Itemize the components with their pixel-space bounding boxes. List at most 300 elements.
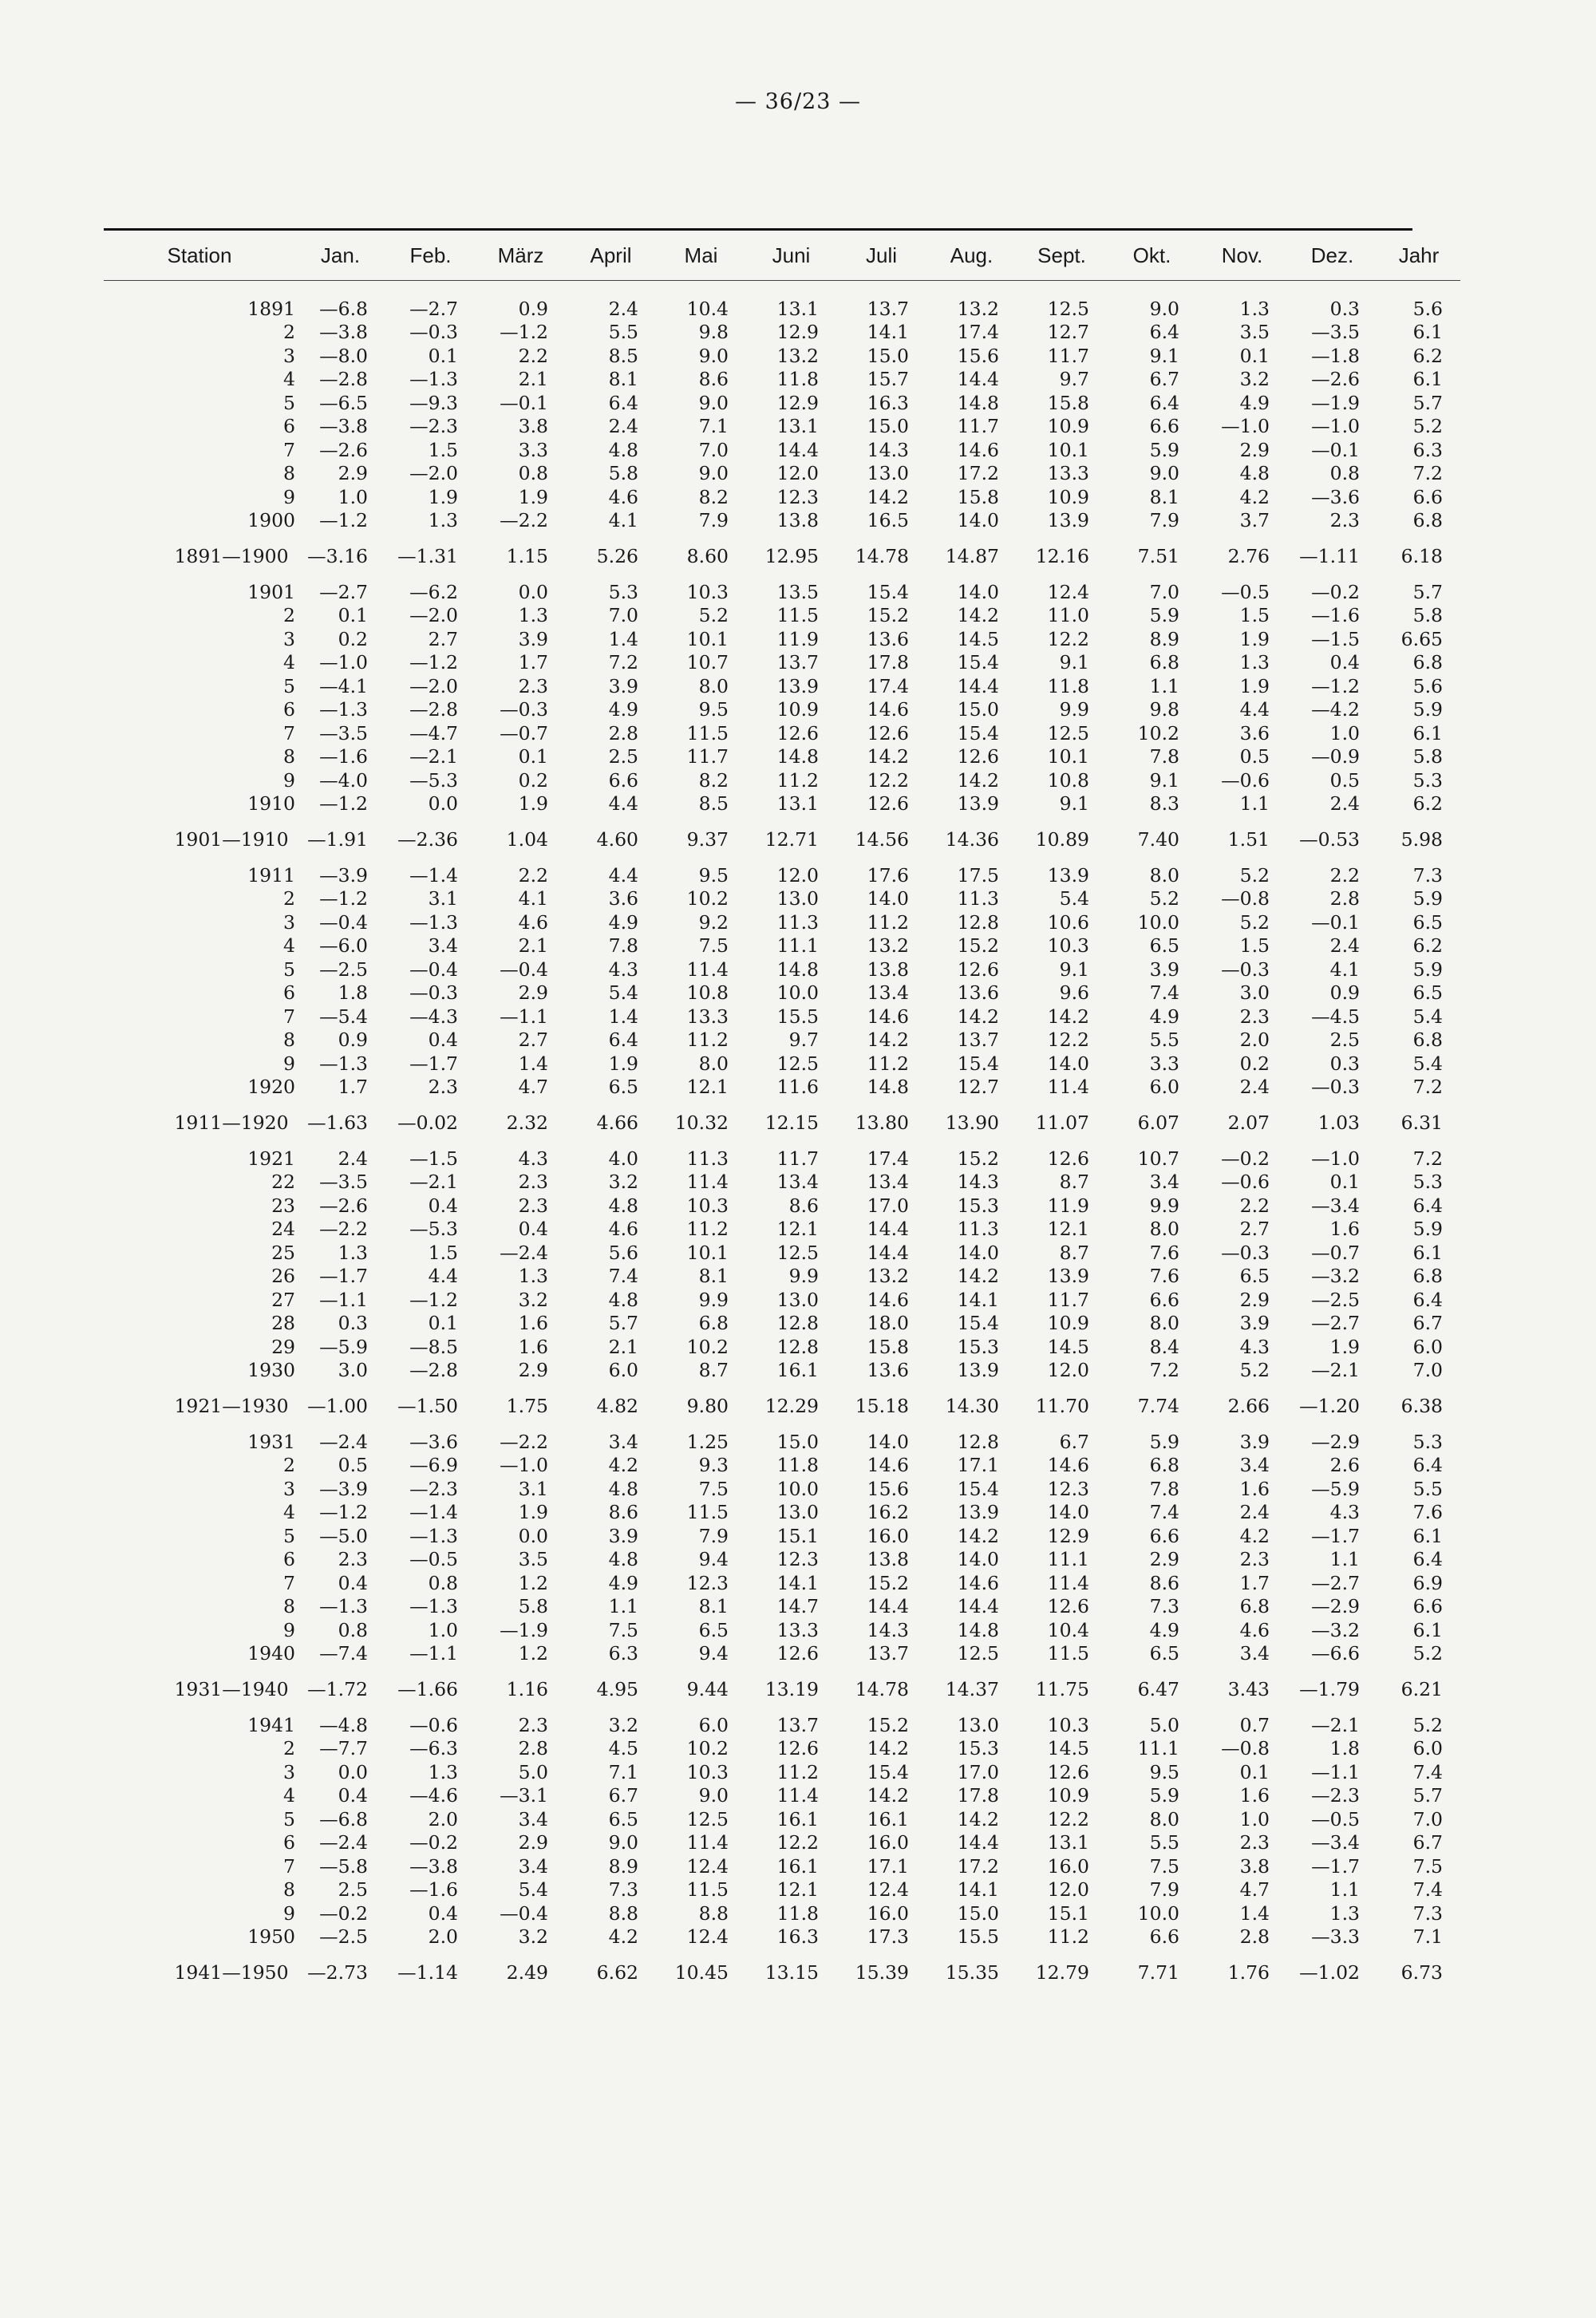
monthly-value-cell: 13.7: [776, 651, 819, 674]
annual-value-cell: 6.8: [1412, 1265, 1443, 1288]
monthly-value-cell: 1.9: [1329, 1335, 1360, 1358]
monthly-value-cell: —2.36: [397, 828, 458, 851]
monthly-value-cell: 11.7: [957, 415, 999, 438]
annual-value-cell: 5.8: [1412, 604, 1443, 627]
monthly-value-cell: —9.3: [409, 391, 458, 414]
monthly-value-cell: 15.0: [867, 415, 909, 438]
monthly-value-cell: 14.5: [1047, 1737, 1089, 1760]
monthly-value-cell: 1.1: [1329, 1878, 1360, 1901]
monthly-value-cell: 4.9: [608, 910, 638, 934]
monthly-value-cell: 15.6: [957, 344, 999, 367]
monthly-value-cell: —2.7: [1311, 1312, 1360, 1335]
monthly-value-cell: 9.3: [698, 1454, 729, 1477]
monthly-value-cell: 6.3: [608, 1642, 638, 1665]
monthly-value-cell: 8.8: [698, 1901, 729, 1925]
monthly-value-cell: 8.1: [698, 1265, 729, 1288]
monthly-value-cell: 4.82: [596, 1395, 638, 1417]
monthly-value-cell: 13.8: [867, 1548, 909, 1571]
monthly-value-cell: 8.6: [1149, 1571, 1179, 1594]
monthly-value-cell: 12.5: [686, 1807, 729, 1830]
monthly-value-cell: 16.5: [867, 509, 909, 532]
year-row: [104, 1218, 1460, 1242]
monthly-value-cell: —1.7: [1311, 1854, 1360, 1878]
monthly-value-cell: —2.1: [1311, 1359, 1360, 1382]
monthly-value-cell: —0.5: [1311, 1807, 1360, 1830]
monthly-value-cell: 12.8: [957, 910, 999, 934]
monthly-value-cell: 1.9: [1239, 674, 1270, 697]
monthly-value-cell: 11.8: [1047, 674, 1089, 697]
year-row: [104, 1265, 1460, 1289]
monthly-value-cell: 2.9: [338, 462, 368, 485]
monthly-value-cell: 9.1: [1059, 651, 1089, 674]
monthly-value-cell: 11.5: [1047, 1642, 1089, 1665]
monthly-value-cell: 6.47: [1137, 1678, 1179, 1700]
monthly-value-cell: 17.5: [957, 863, 999, 887]
monthly-value-cell: 8.0: [1149, 863, 1179, 887]
monthly-value-cell: 7.40: [1137, 828, 1179, 851]
station-text: 24: [271, 1218, 295, 1241]
monthly-value-cell: —2.6: [319, 438, 368, 461]
annual-value-cell: 6.73: [1400, 1961, 1443, 1984]
monthly-value-cell: 14.2: [957, 768, 999, 792]
spacer-row: [104, 1702, 1460, 1713]
monthly-value-cell: 6.5: [1149, 1642, 1179, 1665]
monthly-value-cell: 13.7: [867, 297, 909, 320]
year-label: [104, 792, 295, 816]
year-label: [104, 1807, 295, 1831]
monthly-value-cell: 14.7: [776, 1595, 819, 1618]
monthly-value-cell: 14.2: [957, 1524, 999, 1547]
monthly-value-cell: 8.0: [1149, 1807, 1179, 1830]
monthly-value-cell: 1.16: [506, 1678, 548, 1700]
monthly-value-cell: 1.6: [518, 1312, 548, 1335]
decade-average-row: [104, 827, 1460, 852]
monthly-value-cell: 11.3: [776, 910, 819, 934]
monthly-value-cell: 15.4: [867, 580, 909, 603]
monthly-value-cell: 9.1: [1059, 958, 1089, 981]
monthly-value-cell: —6.5: [319, 391, 368, 414]
monthly-value-cell: 2.4: [338, 1147, 368, 1170]
year-label: [104, 651, 295, 675]
monthly-value-cell: 1.03: [1317, 1112, 1360, 1134]
monthly-value-cell: 1.7: [338, 1076, 368, 1099]
monthly-value-cell: 12.1: [1047, 1218, 1089, 1241]
annual-value-cell: 6.38: [1400, 1395, 1443, 1417]
monthly-value-cell: 17.1: [867, 1854, 909, 1878]
monthly-value-cell: 2.3: [518, 674, 548, 697]
monthly-value-cell: —4.6: [409, 1784, 458, 1807]
year-label: [104, 1076, 295, 1100]
annual-value-cell: 6.8: [1412, 1029, 1443, 1052]
year-label: [104, 580, 295, 604]
monthly-value-cell: 8.0: [1149, 1218, 1179, 1241]
monthly-value-cell: 14.2: [867, 1737, 909, 1760]
annual-value-cell: 6.3: [1412, 438, 1443, 461]
year-label: [104, 1430, 295, 1454]
year-row: [104, 792, 1460, 816]
monthly-value-cell: 17.4: [867, 1147, 909, 1170]
monthly-value-cell: 12.9: [776, 321, 819, 344]
monthly-value-cell: —1.7: [1311, 1524, 1360, 1547]
monthly-value-cell: 12.6: [1047, 1595, 1089, 1618]
monthly-value-cell: 2.07: [1227, 1112, 1270, 1134]
monthly-value-cell: 14.8: [776, 745, 819, 768]
monthly-value-cell: 5.4: [518, 1878, 548, 1901]
monthly-value-cell: 3.9: [608, 1524, 638, 1547]
station-text: 2: [283, 1454, 295, 1477]
monthly-value-cell: —1.4: [409, 1501, 458, 1524]
monthly-value-cell: 6.5: [698, 1618, 729, 1641]
monthly-value-cell: 11.07: [1035, 1112, 1089, 1134]
monthly-value-cell: —1.5: [1311, 627, 1360, 650]
monthly-value-cell: 2.4: [1329, 934, 1360, 958]
monthly-value-cell: 1.9: [1239, 627, 1270, 650]
monthly-value-cell: 9.9: [698, 1288, 729, 1311]
monthly-value-cell: 9.1: [1149, 768, 1179, 792]
monthly-value-cell: 4.1: [1329, 958, 1360, 981]
monthly-value-cell: —7.4: [319, 1642, 368, 1665]
monthly-value-cell: —1.2: [1311, 674, 1360, 697]
station-text: 5: [283, 391, 295, 414]
monthly-value-cell: 1.5: [428, 1241, 458, 1264]
monthly-value-cell: 6.6: [1149, 1524, 1179, 1547]
monthly-value-cell: —6.9: [409, 1454, 458, 1477]
monthly-value-cell: 9.5: [1149, 1760, 1179, 1783]
station-text: 1891: [247, 297, 295, 320]
year-row: [104, 368, 1460, 392]
decade-average-row: [104, 1110, 1460, 1135]
monthly-value-cell: —0.3: [500, 698, 548, 721]
monthly-value-cell: 14.6: [957, 438, 999, 461]
monthly-value-cell: 17.0: [957, 1760, 999, 1783]
monthly-value-cell: 11.9: [776, 627, 819, 650]
year-label: [104, 485, 295, 509]
monthly-value-cell: —1.9: [500, 1618, 548, 1641]
station-text: 8: [283, 1595, 295, 1618]
monthly-value-cell: 14.6: [867, 1454, 909, 1477]
monthly-value-cell: 15.18: [855, 1395, 909, 1417]
monthly-value-cell: 4.2: [608, 1454, 638, 1477]
monthly-value-cell: 4.9: [1149, 1005, 1179, 1028]
monthly-value-cell: 13.0: [776, 887, 819, 910]
year-label: [104, 674, 295, 698]
year-row: [104, 1737, 1460, 1761]
station-text: 1941: [247, 1713, 295, 1736]
monthly-value-cell: 5.5: [1149, 1029, 1179, 1052]
monthly-value-cell: 7.4: [608, 1265, 638, 1288]
monthly-value-cell: 4.6: [608, 1218, 638, 1241]
monthly-value-cell: 6.7: [608, 1784, 638, 1807]
monthly-value-cell: 4.8: [1239, 462, 1270, 485]
monthly-value-cell: 7.2: [608, 651, 638, 674]
monthly-value-cell: 9.1: [1149, 344, 1179, 367]
monthly-value-cell: —3.4: [1311, 1194, 1360, 1217]
monthly-value-cell: —3.8: [319, 415, 368, 438]
annual-value-cell: 5.7: [1412, 580, 1443, 603]
monthly-value-cell: —2.8: [319, 368, 368, 391]
spacer-row: [104, 1949, 1460, 1960]
monthly-value-cell: 7.5: [698, 1477, 729, 1500]
monthly-value-cell: 1.9: [518, 1501, 548, 1524]
monthly-value-cell: —1.6: [409, 1878, 458, 1901]
monthly-value-cell: —5.0: [319, 1524, 368, 1547]
monthly-value-cell: 11.2: [776, 1760, 819, 1783]
monthly-value-cell: 10.7: [686, 651, 729, 674]
year-label: [104, 297, 295, 321]
monthly-value-cell: 16.1: [776, 1854, 819, 1878]
monthly-value-cell: 2.3: [1239, 1831, 1270, 1854]
monthly-value-cell: 11.8: [776, 1901, 819, 1925]
station-text: 1911: [247, 863, 295, 887]
annual-value-cell: 7.1: [1412, 1925, 1443, 1949]
monthly-value-cell: —3.9: [319, 1477, 368, 1500]
monthly-value-cell: 14.87: [945, 545, 999, 567]
monthly-value-cell: 2.7: [428, 627, 458, 650]
monthly-value-cell: 1.9: [428, 485, 458, 508]
monthly-value-cell: —1.3: [319, 698, 368, 721]
year-label: [104, 344, 295, 368]
year-label: [104, 1854, 295, 1878]
year-row: [104, 1241, 1460, 1265]
monthly-value-cell: 7.5: [698, 934, 729, 958]
monthly-value-cell: 14.37: [945, 1678, 999, 1700]
monthly-value-cell: 2.5: [338, 1878, 368, 1901]
monthly-value-cell: —2.4: [319, 1430, 368, 1453]
monthly-value-cell: 11.5: [686, 1501, 729, 1524]
monthly-value-cell: 2.3: [518, 1171, 548, 1194]
monthly-value-cell: 14.1: [867, 321, 909, 344]
year-row: [104, 651, 1460, 675]
monthly-value-cell: —6.8: [319, 297, 368, 320]
monthly-value-cell: 12.15: [764, 1112, 819, 1134]
monthly-value-cell: 4.8: [608, 1194, 638, 1217]
monthly-value-cell: 0.0: [338, 1760, 368, 1783]
station-text: 1910: [247, 792, 295, 815]
monthly-value-cell: 4.2: [608, 1925, 638, 1949]
monthly-value-cell: —0.4: [500, 958, 548, 981]
monthly-value-cell: 1.7: [1239, 1571, 1270, 1594]
monthly-value-cell: 9.9: [1149, 1194, 1179, 1217]
monthly-value-cell: —1.11: [1299, 545, 1360, 567]
year-row: [104, 485, 1460, 509]
monthly-value-cell: 14.4: [957, 1595, 999, 1618]
monthly-value-cell: 17.2: [957, 462, 999, 485]
monthly-value-cell: 10.3: [686, 1194, 729, 1217]
monthly-value-cell: —4.3: [409, 1005, 458, 1028]
year-row: [104, 887, 1460, 911]
year-row: [104, 768, 1460, 792]
monthly-value-cell: 9.0: [698, 1784, 729, 1807]
annual-value-cell: 7.4: [1412, 1878, 1443, 1901]
monthly-value-cell: 1.8: [338, 981, 368, 1005]
station-text: 4: [283, 368, 295, 391]
annual-value-cell: 5.98: [1400, 828, 1443, 851]
monthly-value-cell: 0.8: [518, 462, 548, 485]
monthly-value-cell: 0.9: [1329, 981, 1360, 1005]
monthly-value-cell: —1.2: [409, 651, 458, 674]
monthly-value-cell: 1.76: [1227, 1961, 1270, 1984]
year-row: [104, 698, 1460, 722]
monthly-value-cell: 2.3: [1239, 1548, 1270, 1571]
year-row: [104, 1784, 1460, 1808]
monthly-value-cell: 1.6: [1239, 1784, 1270, 1807]
monthly-value-cell: 12.4: [686, 1854, 729, 1878]
monthly-value-cell: 7.51: [1137, 545, 1179, 567]
year-row: [104, 1335, 1460, 1359]
monthly-value-cell: —1.3: [409, 910, 458, 934]
monthly-value-cell: 2.8: [1329, 887, 1360, 910]
monthly-value-cell: 5.0: [518, 1760, 548, 1783]
monthly-value-cell: 0.1: [338, 604, 368, 627]
monthly-value-cell: 5.9: [1149, 438, 1179, 461]
monthly-value-cell: 1.3: [1239, 297, 1270, 320]
annual-value-cell: 5.8: [1412, 745, 1443, 768]
monthly-value-cell: 11.6: [776, 1076, 819, 1099]
monthly-value-cell: —4.2: [1311, 698, 1360, 721]
monthly-value-cell: 10.1: [1047, 438, 1089, 461]
monthly-value-cell: —0.3: [409, 981, 458, 1005]
monthly-value-cell: 4.1: [608, 509, 638, 532]
monthly-value-cell: 7.0: [608, 604, 638, 627]
year-label: [104, 1454, 295, 1478]
monthly-value-cell: 4.6: [608, 485, 638, 508]
monthly-value-cell: 8.1: [608, 368, 638, 391]
monthly-value-cell: 0.2: [518, 768, 548, 792]
monthly-value-cell: 1.15: [506, 545, 548, 567]
monthly-value-cell: —0.8: [1221, 887, 1270, 910]
annual-value-cell: 7.4: [1412, 1760, 1443, 1783]
monthly-value-cell: —0.4: [500, 1901, 548, 1925]
monthly-value-cell: 8.60: [686, 545, 729, 567]
station-text: 1911—1920: [174, 1112, 289, 1134]
monthly-value-cell: 14.5: [957, 627, 999, 650]
monthly-value-cell: 10.9: [776, 698, 819, 721]
monthly-value-cell: 0.0: [518, 1524, 548, 1547]
monthly-value-cell: —0.6: [409, 1713, 458, 1736]
monthly-value-cell: 10.9: [1047, 415, 1089, 438]
monthly-value-cell: —1.1: [319, 1288, 368, 1311]
monthly-value-cell: 12.3: [686, 1571, 729, 1594]
annual-value-cell: 5.4: [1412, 1052, 1443, 1075]
year-row: [104, 1807, 1460, 1831]
monthly-value-cell: 15.0: [867, 344, 909, 367]
monthly-value-cell: 10.3: [686, 1760, 729, 1783]
monthly-value-cell: 4.9: [608, 698, 638, 721]
monthly-value-cell: 9.0: [608, 1831, 638, 1854]
monthly-value-cell: 9.4: [698, 1548, 729, 1571]
year-row: [104, 674, 1460, 698]
monthly-value-cell: 12.6: [957, 958, 999, 981]
monthly-value-cell: 14.0: [957, 1241, 999, 1264]
station-text: 7: [283, 721, 295, 744]
monthly-value-cell: 1.8: [1329, 1737, 1360, 1760]
monthly-value-cell: 9.44: [686, 1678, 729, 1700]
monthly-value-cell: 2.5: [608, 745, 638, 768]
monthly-value-cell: 0.8: [1329, 462, 1360, 485]
decade-average-row: [104, 1676, 1460, 1702]
monthly-value-cell: 4.8: [608, 438, 638, 461]
monthly-value-cell: —4.0: [319, 768, 368, 792]
year-row: [104, 344, 1460, 368]
year-row: [104, 627, 1460, 651]
monthly-value-cell: 2.1: [518, 368, 548, 391]
monthly-value-cell: 5.2: [698, 604, 729, 627]
monthly-value-cell: 9.9: [1059, 698, 1089, 721]
monthly-value-cell: 7.74: [1137, 1395, 1179, 1417]
monthly-value-cell: —0.4: [409, 958, 458, 981]
monthly-value-cell: 2.8: [518, 1737, 548, 1760]
monthly-value-cell: 7.3: [608, 1878, 638, 1901]
monthly-value-cell: 14.4: [867, 1218, 909, 1241]
monthly-value-cell: 7.6: [1149, 1265, 1179, 1288]
monthly-value-cell: 16.0: [867, 1831, 909, 1854]
annual-value-cell: 6.7: [1412, 1312, 1443, 1335]
monthly-value-cell: 1.4: [608, 627, 638, 650]
monthly-value-cell: 10.0: [1137, 910, 1179, 934]
monthly-value-cell: 12.6: [957, 745, 999, 768]
monthly-value-cell: 13.3: [1047, 462, 1089, 485]
monthly-value-cell: 2.1: [608, 1335, 638, 1358]
monthly-value-cell: 2.8: [1239, 1925, 1270, 1949]
monthly-value-cell: 0.4: [518, 1218, 548, 1241]
monthly-value-cell: 9.9: [788, 1265, 819, 1288]
monthly-value-cell: 7.9: [1149, 1878, 1179, 1901]
monthly-value-cell: 11.2: [867, 1052, 909, 1075]
monthly-value-cell: 8.6: [698, 368, 729, 391]
monthly-value-cell: —1.4: [409, 863, 458, 887]
monthly-value-cell: 14.6: [1047, 1454, 1089, 1477]
monthly-value-cell: 10.4: [1047, 1618, 1089, 1641]
monthly-value-cell: 1.0: [1239, 1807, 1270, 1830]
monthly-value-cell: 7.2: [1149, 1359, 1179, 1382]
year-label: [104, 1335, 295, 1359]
year-row: [104, 438, 1460, 462]
annual-value-cell: 6.4: [1412, 1288, 1443, 1311]
monthly-value-cell: 12.6: [1047, 1760, 1089, 1783]
monthly-value-cell: 4.8: [608, 1477, 638, 1500]
monthly-value-cell: —2.2: [319, 1218, 368, 1241]
monthly-value-cell: 8.2: [698, 768, 729, 792]
monthly-value-cell: 14.0: [1047, 1052, 1089, 1075]
monthly-value-cell: 15.39: [855, 1961, 909, 1984]
monthly-value-cell: 5.8: [518, 1595, 548, 1618]
monthly-value-cell: 15.1: [776, 1524, 819, 1547]
monthly-value-cell: —2.9: [1311, 1430, 1360, 1453]
monthly-value-cell: 6.5: [1149, 934, 1179, 958]
column-header: April: [590, 243, 632, 267]
monthly-value-cell: —6.6: [1311, 1642, 1360, 1665]
column-header: Nov.: [1221, 243, 1263, 267]
monthly-value-cell: —2.0: [409, 674, 458, 697]
annual-value-cell: 6.0: [1412, 1737, 1443, 1760]
monthly-value-cell: 13.6: [957, 981, 999, 1005]
monthly-value-cell: 11.2: [1047, 1925, 1089, 1949]
monthly-value-cell: 11.3: [957, 1218, 999, 1241]
monthly-value-cell: —1.3: [409, 1595, 458, 1618]
year-label: [104, 1241, 295, 1265]
station-text: 8: [283, 745, 295, 768]
monthly-value-cell: 4.4: [1239, 698, 1270, 721]
monthly-value-cell: 14.2: [957, 1005, 999, 1028]
monthly-value-cell: 12.3: [776, 485, 819, 508]
monthly-value-cell: 8.7: [698, 1359, 729, 1382]
monthly-value-cell: 3.43: [1227, 1678, 1270, 1700]
monthly-value-cell: 14.2: [867, 485, 909, 508]
monthly-value-cell: 14.1: [776, 1571, 819, 1594]
spacer-row: [104, 569, 1460, 580]
monthly-value-cell: 14.36: [945, 828, 999, 851]
monthly-value-cell: 1.3: [518, 604, 548, 627]
